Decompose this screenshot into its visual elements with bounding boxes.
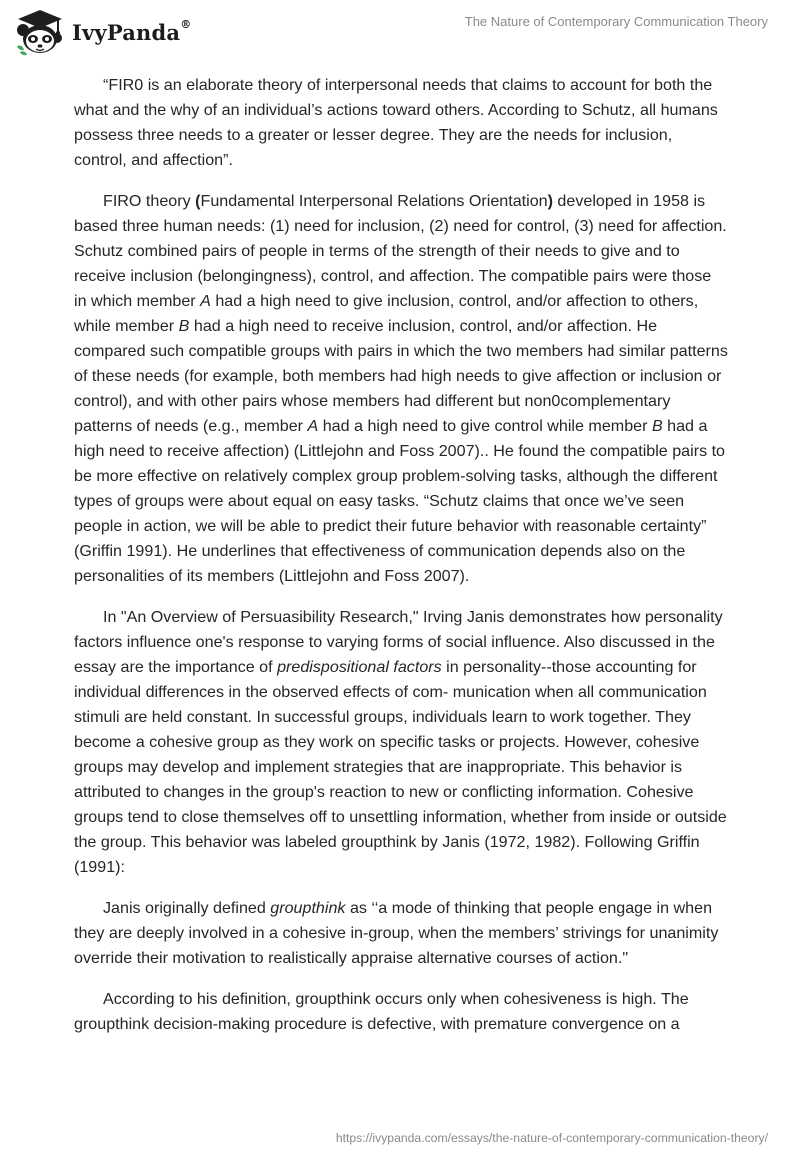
document-title: The Nature of Contemporary Communication Theory — [464, 14, 768, 29]
paragraph-3 — [74, 605, 728, 880]
text-run: Janis originally defined — [103, 899, 271, 917]
text-run: had a high need to give control while member — [318, 417, 652, 435]
text-run: groupthink — [270, 899, 346, 917]
text-run: had a high need to receive inclusion, control, and/or affection. He compared such compatible groups with pairs in which the two members had similar patterns of these needs (for example, both members had high needs to give affection or inclusion or control), and with other pairs whose members had different but non0complementary patterns of needs (e.g., member — [74, 317, 728, 435]
paragraph-5: According to his definition, groupthink occurs only when cohesiveness is high. The groupthink decision-making procedure is defective, with premature convergence on a — [74, 990, 689, 1033]
text-run: A — [307, 417, 319, 435]
paragraph-1: “FIR0 is an elaborate theory of interpersonal needs that claims to account for both the what and the why of an individual’s actions toward others. According to Schutz, all humans possess three needs to a greater or lesser degree. They are the needs for inclusion, control, and affection”. — [74, 76, 718, 169]
registered-mark: ® — [180, 17, 192, 31]
essay-body — [74, 73, 728, 1053]
page-header — [0, 0, 800, 64]
panda-graduate-icon — [14, 8, 66, 56]
text-run: developed in 1958 is based three human needs: (1) need for inclusion, (2) need for control, (3) need for affection. Schutz combined pairs of people in terms of the strength of their needs to give and to receive inclusion (belongingness), control, and affection. The compatible pairs were those in which member — [74, 192, 727, 310]
source-url[interactable]: https://ivypanda.com/essays/the-nature-of-contemporary-communication-theory/ — [335, 1131, 768, 1145]
text-run: as ‘‘a mode of thinking that people engage in when they are deeply involved in a cohesive in-group, when the members’ strivings for unanimity override their motivation to realistically appraise alternative courses of action." — [74, 899, 719, 967]
text-run: Fundamental Interpersonal Relations Orientation — [200, 192, 548, 210]
text-run: B — [651, 417, 663, 435]
text-run: had a high need to receive affection) (Littlejohn and Foss 2007).. He found the compatible pairs to be more effective on relatively complex group problem-solving tasks, although the different types of groups were about equal on easy tasks. “Schutz claims that once we’ve seen people in action, we will be able to predict their future behavior with reasonable certainty” (Griffin 1991). He underlines that effectiveness of communication depends also on the personalities of its members (Littlejohn and Foss 2007). — [74, 417, 726, 585]
text-run: In "An Overview of Persuasibility Research," Irving Janis demonstrates how personality factors influence one's response to varying forms of social influence. Also discussed in the essay are the importance of — [74, 608, 723, 676]
text-run: B — [178, 317, 190, 335]
logo-wordmark — [72, 17, 192, 45]
paragraph-2 — [74, 189, 728, 589]
text-run: ( — [195, 192, 201, 210]
text-run: had a high need to give inclusion, control, and/or affection to others, while member — [74, 292, 699, 335]
text-run: ) — [547, 192, 553, 210]
logo-text: IvyPanda — [72, 19, 181, 45]
text-run: in personality--those accounting for individual differences in the observed effects of com- munication when all communication stimuli are held constant. In successful groups, individuals learn to work together. They become a cohesive group as they work on specific tasks or projects. However, cohesive groups may develop and implement strategies that are inappropriate. This behavior is attributed to changes in the group's reaction to new or conflicting information. Cohesive groups tend to close themselves off to unsettling information, whether from inside or outside the group. This behavior was labeled groupthink by Janis (1972, 1982). Following Griffin (1991): — [74, 658, 727, 876]
text-run: FIRO theory — [103, 192, 196, 210]
ivypanda-logo[interactable] — [14, 8, 191, 56]
text-run: A — [200, 292, 211, 310]
paragraph-4-quote — [74, 896, 728, 971]
text-run: predispositional factors — [277, 658, 442, 676]
